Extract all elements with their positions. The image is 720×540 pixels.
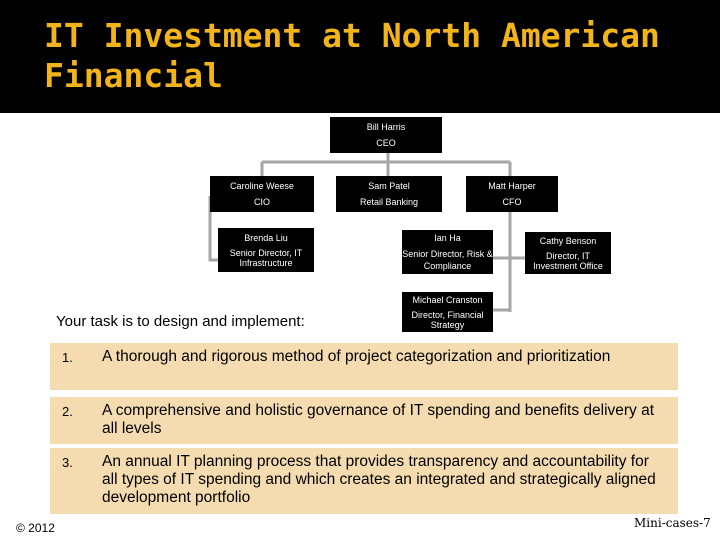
org-box-ceo	[330, 117, 442, 153]
org-name: Cathy Benson	[539, 236, 597, 246]
org-role: Senior Director, IT Infrastructure	[229, 248, 303, 268]
task-item-3	[50, 448, 678, 514]
org-role: CEO	[376, 138, 396, 148]
copyright: © 2012	[16, 521, 55, 535]
item-number: 3.	[62, 455, 73, 470]
org-box-financial-strategy	[402, 292, 493, 332]
org-role: Senior Director, Risk & Compliance	[402, 249, 493, 271]
org-name: Matt Harper	[488, 181, 536, 191]
org-name: Michael Cranston	[412, 295, 483, 305]
task-intro: Your task is to design and implement:	[56, 313, 305, 330]
org-name: Ian Ha	[434, 233, 461, 243]
org-name: Sam Patel	[368, 181, 410, 191]
org-role: CFO	[502, 197, 522, 207]
org-box-cio	[210, 176, 314, 212]
org-role: Director, Financial Strategy	[411, 310, 484, 330]
item-number: 2.	[62, 404, 73, 419]
org-name: Brenda Liu	[244, 233, 288, 243]
item-text: A comprehensive and holistic governance of IT spending and benefits delivery at all levels	[102, 402, 655, 437]
org-name: Caroline Weese	[230, 181, 294, 191]
org-box-risk-compliance	[402, 230, 493, 274]
org-name: Bill Harris	[366, 122, 406, 132]
task-item-1	[50, 343, 678, 390]
org-box-it-investment-office	[525, 232, 611, 274]
item-number: 1.	[62, 350, 73, 365]
org-role: CIO	[253, 197, 270, 207]
item-text: An annual IT planning process that provides transparency and accountability for all types of IT spending and which creates an integrated and strategically aligned development portfolio	[102, 453, 656, 506]
page-number: Mini-cases-7	[634, 516, 711, 530]
org-role: Retail Banking	[359, 197, 419, 207]
org-box-it-infrastructure	[218, 228, 314, 272]
slide-title: IT Investment at North American Financial	[44, 16, 660, 95]
org-box-cfo	[466, 176, 558, 212]
task-item-2	[50, 397, 678, 444]
org-role: Director, IT Investment Office	[533, 251, 603, 271]
org-box-retail-banking	[336, 176, 442, 212]
item-text: A thorough and rigorous method of project categorization and prioritization	[102, 348, 611, 365]
